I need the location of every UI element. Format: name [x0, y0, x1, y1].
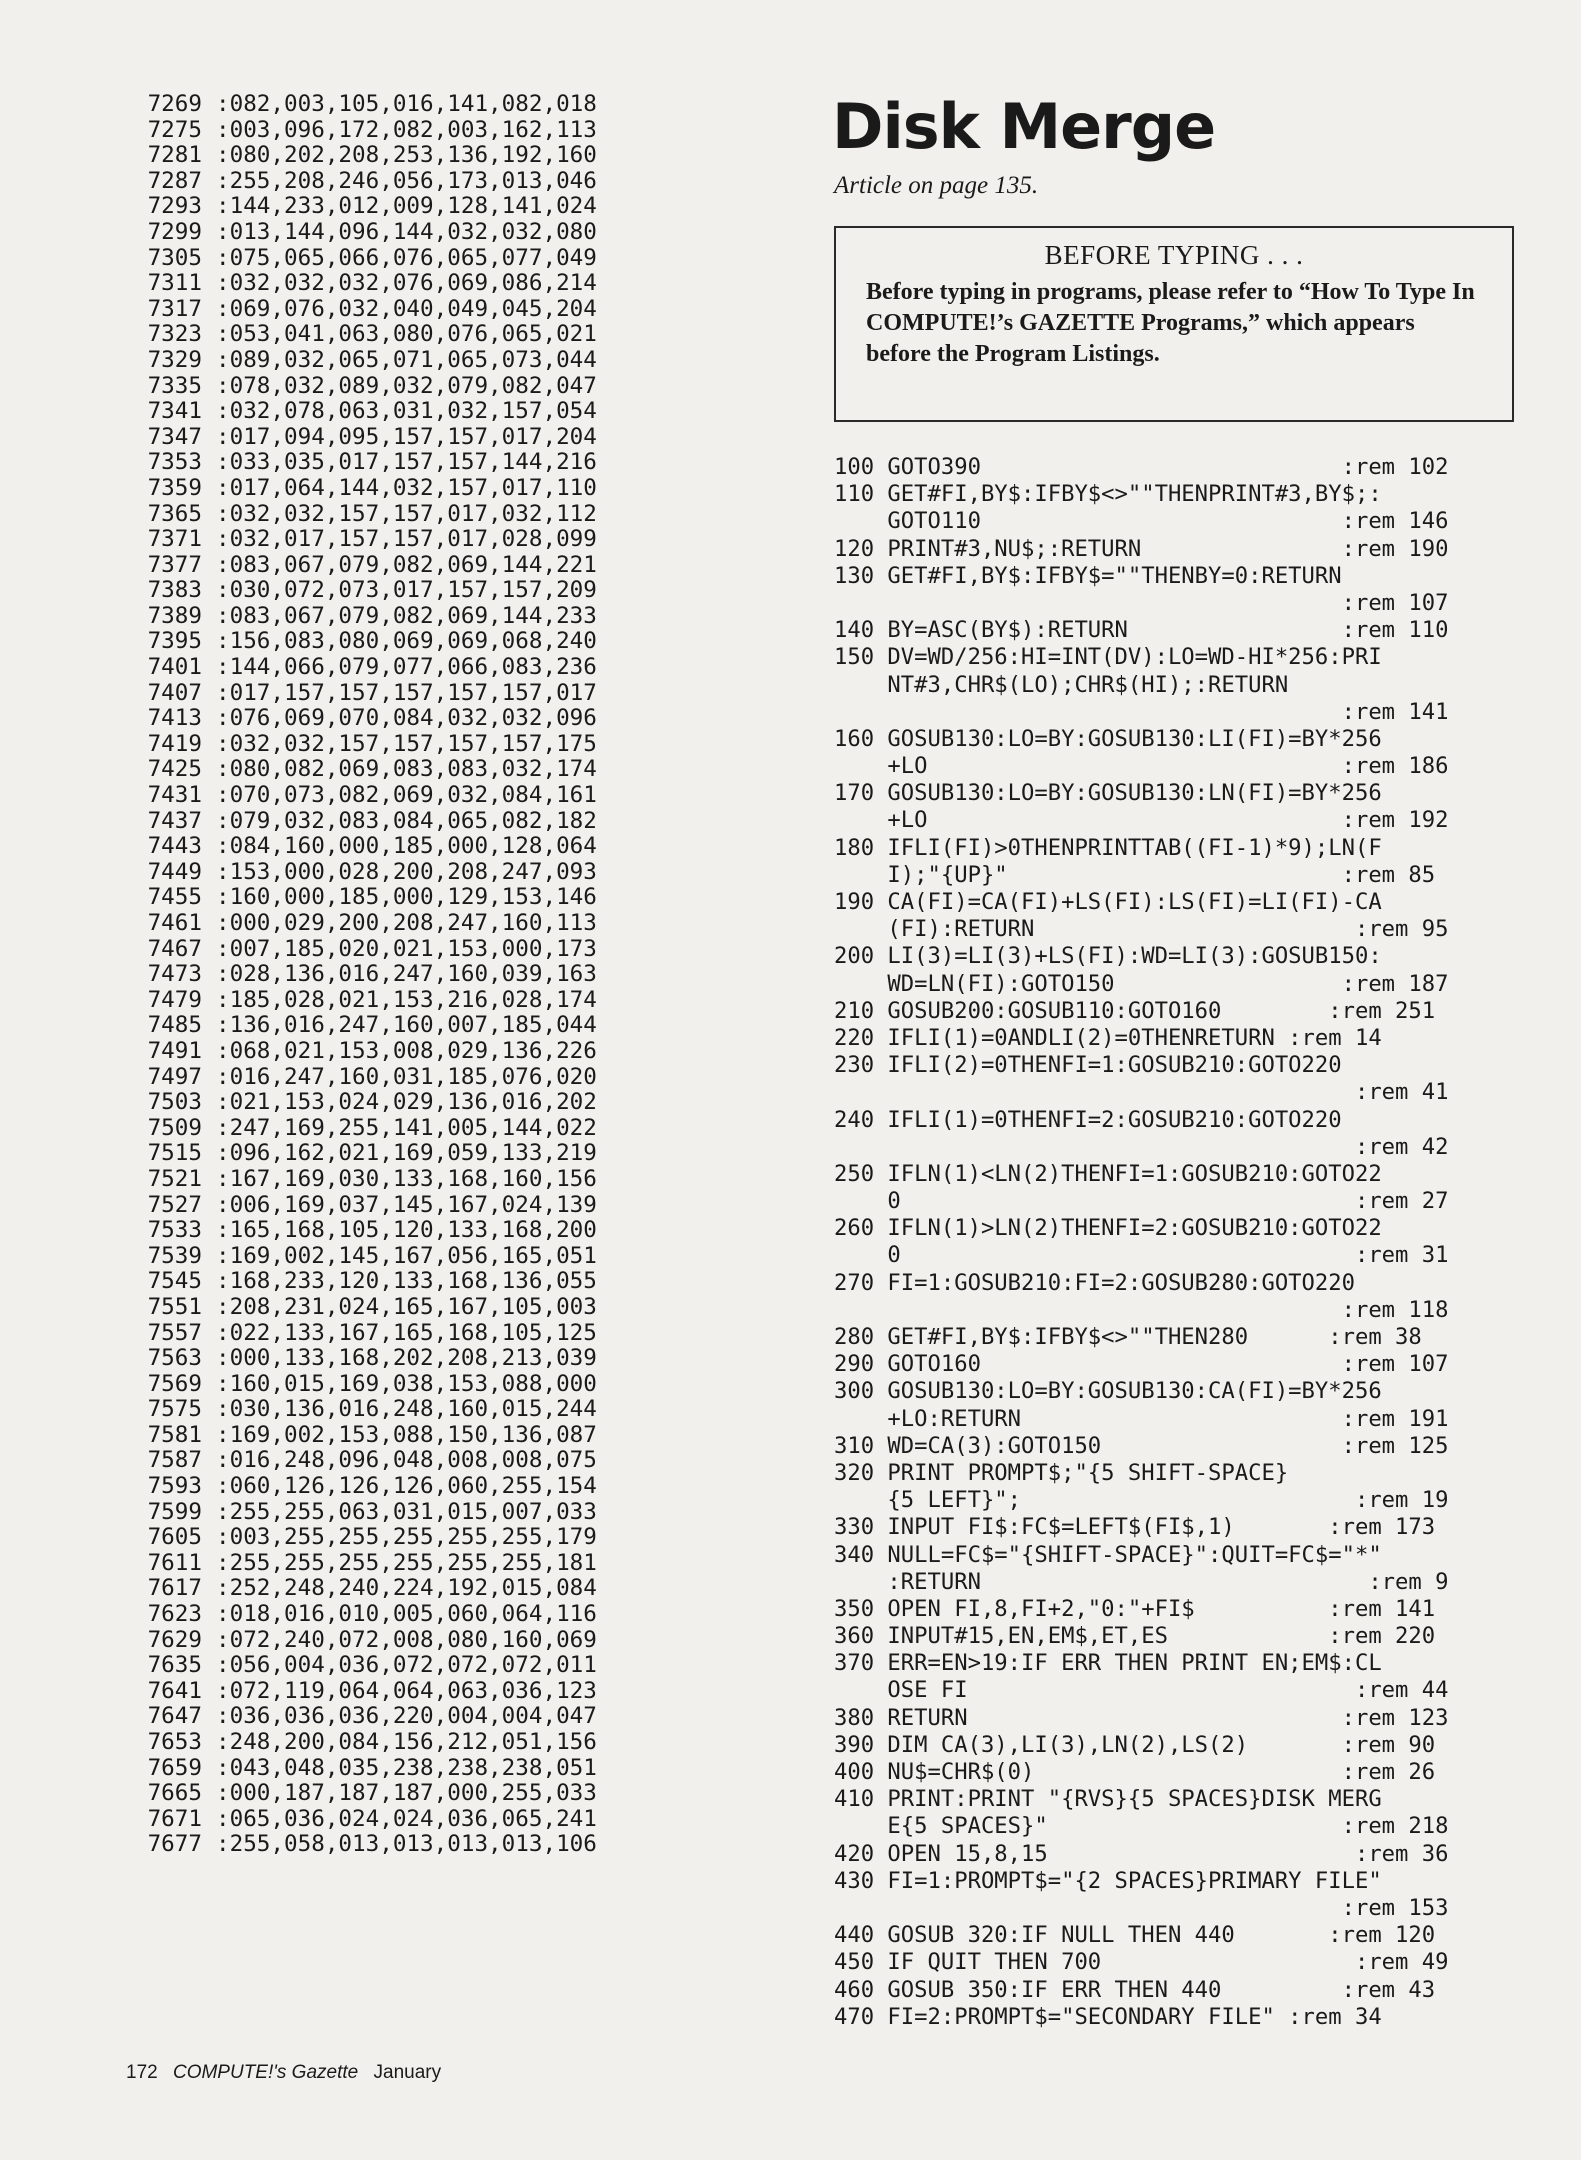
- program-line: 0 :rem 27: [834, 1188, 1449, 1215]
- line-number: 7569: [147, 1370, 202, 1397]
- line-values: :003,096,172,082,003,162,113: [216, 116, 597, 143]
- line-number: 7335: [147, 372, 202, 399]
- line-number: 7611: [147, 1549, 202, 1576]
- program-line: :rem 107: [834, 589, 1449, 616]
- line-values: :165,168,105,120,133,168,200: [216, 1217, 597, 1244]
- line-values: :056,004,036,072,072,072,011: [216, 1652, 597, 1679]
- line-values: :033,035,017,157,157,144,216: [216, 449, 597, 476]
- line-values: :016,248,096,048,008,008,075: [216, 1447, 597, 1474]
- line-values: :021,153,024,029,136,016,202: [216, 1089, 597, 1116]
- program-line: 180 IFLI(FI)>0THENPRINTTAB((FI-1)*9);LN(F: [834, 834, 1382, 861]
- line-values: :167,169,030,133,168,160,156: [216, 1165, 597, 1192]
- program-line: 190 CA(FI)=CA(FI)+LS(FI):LS(FI)=LI(FI)-CA: [834, 889, 1382, 915]
- line-number: 7581: [147, 1421, 202, 1448]
- line-values: :018,016,010,005,060,064,116: [216, 1601, 597, 1628]
- data-line: [126, 1576, 786, 1602]
- program-line: 270 FI=1:GOSUB210:FI=2:GOSUB280:GOTO220: [834, 1269, 1355, 1296]
- program-line: E{5 SPACES}" :rem 218: [834, 1813, 1449, 1840]
- program-line: 0 :rem 31: [834, 1242, 1449, 1269]
- program-line: 300 GOSUB130:LO=BY:GOSUB130:CA(FI)=BY*256: [834, 1378, 1382, 1405]
- line-number: 7665: [147, 1780, 202, 1807]
- program-line: :rem 118: [834, 1296, 1449, 1323]
- article-reference: Article on page 135.: [834, 172, 1039, 199]
- program-line: 240 IFLI(1)=0THENFI=2:GOSUB210:GOTO220: [834, 1106, 1342, 1133]
- line-values: :013,144,096,144,032,032,080: [216, 218, 597, 245]
- line-number: 7521: [147, 1165, 202, 1192]
- data-line: [126, 169, 786, 195]
- program-line: 470 FI=2:PROMPT$="SECONDARY FILE" :rem 34: [834, 2003, 1382, 2030]
- line-number: 7275: [147, 116, 202, 143]
- line-values: :083,067,079,082,069,144,233: [216, 602, 597, 629]
- line-number: 7641: [147, 1677, 202, 1704]
- program-line: +LO :rem 186: [834, 753, 1449, 780]
- data-line: [126, 1756, 786, 1782]
- before-typing-heading: BEFORE TYPING . . .: [1044, 240, 1304, 270]
- before-typing-text: Before typing in programs, please refer to “How To Type In COMPUTE!’s GAZETTE Programs,” which appears before the Program Listings.: [866, 279, 1475, 367]
- data-line: [126, 757, 786, 783]
- data-line: [126, 553, 786, 579]
- line-number: 7407: [147, 679, 202, 706]
- data-line: [126, 937, 786, 963]
- line-values: :247,169,255,141,005,144,022: [216, 1114, 597, 1141]
- program-line: 440 GOSUB 320:IF NULL THEN 440 :rem 120: [834, 1922, 1436, 1949]
- line-number: 7653: [147, 1729, 202, 1755]
- program-line: 330 INPUT FI$:FC$=LEFT$(FI$,1) :rem 173: [834, 1514, 1436, 1541]
- data-line: [126, 1423, 786, 1449]
- data-line: [126, 1474, 786, 1500]
- data-line: [126, 834, 786, 860]
- program-line: 130 GET#FI,BY$:IFBY$=""THENBY=0:RETURN: [834, 562, 1342, 589]
- line-number: 7431: [147, 782, 202, 809]
- program-line: I);"{UP}" :rem 85: [834, 861, 1436, 888]
- data-line: [126, 297, 786, 323]
- data-line: [126, 1116, 786, 1142]
- line-number: 7671: [147, 1805, 202, 1832]
- line-number: 7383: [147, 577, 202, 604]
- program-line: +LO :rem 192: [834, 807, 1449, 834]
- data-line: [126, 578, 786, 604]
- line-values: :160,000,185,000,129,153,146: [216, 884, 597, 911]
- program-line: 380 RETURN :rem 123: [834, 1704, 1449, 1731]
- line-values: :016,247,160,031,185,076,020: [216, 1063, 597, 1090]
- program-line: 210 GOSUB200:GOSUB110:GOTO160 :rem 251: [834, 997, 1436, 1024]
- issue-month: January: [373, 2062, 442, 2083]
- program-line: 140 BY=ASC(BY$):RETURN :rem 110: [834, 617, 1449, 644]
- line-values: :153,000,028,200,208,247,093: [216, 858, 597, 885]
- line-values: :032,078,063,031,032,157,054: [216, 398, 597, 425]
- line-values: :255,058,013,013,013,013,106: [216, 1831, 597, 1858]
- line-number: 7587: [147, 1447, 202, 1474]
- line-number: 7317: [147, 295, 202, 322]
- line-number: 7269: [147, 91, 202, 117]
- line-number: 7473: [147, 961, 202, 988]
- data-line: [126, 1602, 786, 1628]
- line-values: :136,016,247,160,007,185,044: [216, 1012, 597, 1039]
- data-line: [126, 911, 786, 937]
- data-line: [126, 118, 786, 144]
- line-values: :030,136,016,248,160,015,244: [216, 1396, 597, 1423]
- line-values: :168,233,120,133,168,136,055: [216, 1268, 597, 1295]
- program-line: 290 GOTO160 :rem 107: [834, 1351, 1449, 1378]
- line-values: :043,048,035,238,238,238,051: [216, 1754, 597, 1781]
- line-values: :032,032,157,157,157,157,175: [216, 730, 597, 757]
- data-line: [126, 425, 786, 451]
- line-number: 7329: [147, 346, 202, 373]
- line-number: 7503: [147, 1089, 202, 1116]
- program-line: :rem 141: [834, 698, 1449, 725]
- data-line: [126, 1679, 786, 1705]
- line-number: 7539: [147, 1242, 202, 1269]
- line-number: 7359: [147, 474, 202, 501]
- program-line: 200 LI(3)=LI(3)+LS(FI):WD=LI(3):GOSUB150:: [834, 943, 1382, 970]
- line-values: :255,255,063,031,015,007,033: [216, 1498, 597, 1525]
- line-values: :017,064,144,032,157,017,110: [216, 474, 597, 501]
- data-line: [126, 1167, 786, 1193]
- line-number: 7479: [147, 986, 202, 1013]
- data-line: [126, 604, 786, 630]
- line-number: 7515: [147, 1140, 202, 1167]
- data-line: [126, 1346, 786, 1372]
- line-number: 7401: [147, 654, 202, 681]
- line-values: :032,032,157,157,017,032,112: [216, 500, 597, 527]
- line-values: :022,133,167,165,168,105,125: [216, 1319, 597, 1346]
- data-line: [126, 860, 786, 886]
- line-values: :248,200,084,156,212,051,156: [216, 1729, 597, 1755]
- line-values: :169,002,153,088,150,136,087: [216, 1421, 597, 1448]
- line-values: :000,133,168,202,208,213,039: [216, 1345, 597, 1372]
- program-line: 320 PRINT PROMPT$;"{5 SHIFT-SPACE}: [834, 1459, 1289, 1486]
- program-line: 230 IFLI(2)=0THENFI=1:GOSUB210:GOTO220: [834, 1052, 1342, 1079]
- line-number: 7557: [147, 1319, 202, 1346]
- data-line: [126, 399, 786, 425]
- program-line: :rem 153: [834, 1894, 1449, 1921]
- data-line: [126, 1372, 786, 1398]
- data-line: [126, 1321, 786, 1347]
- program-line: 310 WD=CA(3):GOTO150 :rem 125: [834, 1432, 1449, 1459]
- line-values: :144,066,079,077,066,083,236: [216, 654, 597, 681]
- line-number: 7533: [147, 1217, 202, 1244]
- data-line: [126, 681, 786, 707]
- program-line: 260 IFLN(1)>LN(2)THENFI=2:GOSUB210:GOTO22: [834, 1215, 1382, 1242]
- data-line: [126, 962, 786, 988]
- data-line: [126, 1218, 786, 1244]
- program-line: 420 OPEN 15,8,15 :rem 36: [834, 1840, 1449, 1867]
- program-line: 460 GOSUB 350:IF ERR THEN 440 :rem 43: [834, 1976, 1436, 2003]
- line-values: :079,032,083,084,065,082,182: [216, 807, 597, 834]
- data-line: [126, 1628, 786, 1654]
- line-values: :017,157,157,157,157,157,017: [216, 679, 597, 706]
- line-values: :003,255,255,255,255,255,179: [216, 1524, 597, 1551]
- data-line: [126, 732, 786, 758]
- line-number: 7353: [147, 449, 202, 476]
- data-line: [126, 809, 786, 835]
- program-line: 390 DIM CA(3),LI(3),LN(2),LS(2) :rem 90: [834, 1731, 1436, 1758]
- line-number: 7563: [147, 1345, 202, 1372]
- data-line: [126, 1090, 786, 1116]
- program-line: :rem 42: [834, 1133, 1449, 1160]
- line-number: 7467: [147, 935, 202, 962]
- data-line: [126, 374, 786, 400]
- line-values: :252,248,240,224,192,015,084: [216, 1575, 597, 1602]
- data-line: [126, 1039, 786, 1065]
- line-values: :080,082,069,083,083,032,174: [216, 756, 597, 783]
- program-line: 350 OPEN FI,8,FI+2,"0:"+FI$ :rem 141: [834, 1595, 1436, 1622]
- line-number: 7485: [147, 1012, 202, 1039]
- line-number: 7677: [147, 1831, 202, 1858]
- line-number: 7437: [147, 807, 202, 834]
- line-number: 7341: [147, 398, 202, 425]
- line-number: 7377: [147, 551, 202, 578]
- program-listing-column: [834, 454, 1534, 2031]
- line-number: 7659: [147, 1754, 202, 1781]
- line-values: :070,073,082,069,032,084,161: [216, 782, 597, 809]
- program-line: OSE FI :rem 44: [834, 1677, 1449, 1704]
- line-values: :185,028,021,153,216,028,174: [216, 986, 597, 1013]
- line-number: 7497: [147, 1063, 202, 1090]
- data-line: [126, 1781, 786, 1807]
- before-typing-box: [834, 226, 1514, 422]
- program-line: 430 FI=1:PROMPT$="{2 SPACES}PRIMARY FILE": [834, 1867, 1382, 1894]
- program-line: :rem 41: [834, 1079, 1449, 1106]
- line-number: 7311: [147, 270, 202, 297]
- program-line: 340 NULL=FC$="{SHIFT-SPACE}":QUIT=FC$="*": [834, 1541, 1382, 1568]
- line-values: :006,169,037,145,167,024,139: [216, 1191, 597, 1218]
- program-line: 100 GOTO390 :rem 102: [834, 454, 1449, 480]
- line-values: :078,032,089,032,079,082,047: [216, 372, 597, 399]
- line-number: 7491: [147, 1037, 202, 1064]
- data-line: [126, 1141, 786, 1167]
- line-values: :060,126,126,126,060,255,154: [216, 1473, 597, 1500]
- program-line: 280 GET#FI,BY$:IFBY$<>""THEN280 :rem 38: [834, 1324, 1422, 1350]
- line-number: 7509: [147, 1114, 202, 1141]
- program-line: 160 GOSUB130:LO=BY:GOSUB130:LI(FI)=BY*256: [834, 725, 1382, 752]
- program-line: 170 GOSUB130:LO=BY:GOSUB130:LN(FI)=BY*256: [834, 780, 1382, 807]
- program-line: 410 PRINT:PRINT "{RVS}{5 SPACES}DISK MERG: [834, 1786, 1382, 1813]
- program-line: 400 NU$=CHR$(0) :rem 26: [834, 1759, 1436, 1785]
- line-values: :208,231,024,165,167,105,003: [216, 1293, 597, 1320]
- data-line: [126, 1397, 786, 1423]
- line-number: 7281: [147, 142, 202, 169]
- line-values: :068,021,153,008,029,136,226: [216, 1037, 597, 1064]
- line-values: :032,032,032,076,069,086,214: [216, 270, 597, 297]
- magazine-name: COMPUTE!'s Gazette: [172, 2062, 359, 2083]
- line-values: :000,029,200,208,247,160,113: [216, 910, 597, 936]
- line-values: :076,069,070,084,032,032,096: [216, 705, 597, 732]
- data-line: [126, 1295, 786, 1321]
- line-number: 7287: [147, 167, 202, 194]
- line-values: :083,067,079,082,069,144,221: [216, 551, 597, 578]
- data-line: [126, 92, 786, 118]
- line-number: 7389: [147, 602, 202, 629]
- line-values: :069,076,032,040,049,045,204: [216, 295, 597, 322]
- line-number: 7461: [147, 910, 202, 936]
- line-number: 7365: [147, 500, 202, 527]
- line-number: 7575: [147, 1396, 202, 1423]
- data-line: [126, 1448, 786, 1474]
- program-line: 370 ERR=EN>19:IF ERR THEN PRINT EN;EM$:CL: [834, 1650, 1382, 1677]
- page-footer: [126, 2062, 441, 2084]
- data-line: [126, 348, 786, 374]
- program-line: 450 IF QUIT THEN 700 :rem 49: [834, 1949, 1449, 1976]
- line-number: 7305: [147, 244, 202, 271]
- data-line: [126, 655, 786, 681]
- program-line: NT#3,CHR$(LO);CHR$(HI);:RETURN: [834, 671, 1289, 698]
- line-values: :144,233,012,009,128,141,024: [216, 193, 597, 220]
- line-number: 7371: [147, 526, 202, 553]
- line-values: :255,255,255,255,255,255,181: [216, 1549, 597, 1576]
- line-number: 7425: [147, 756, 202, 783]
- line-values: :089,032,065,071,065,073,044: [216, 346, 597, 373]
- line-number: 7455: [147, 884, 202, 911]
- line-values: :072,119,064,064,063,036,123: [216, 1677, 597, 1704]
- line-number: 7293: [147, 193, 202, 220]
- line-values: :156,083,080,069,069,068,240: [216, 628, 597, 655]
- line-values: :065,036,024,024,036,065,241: [216, 1805, 597, 1832]
- data-line: [126, 1269, 786, 1295]
- line-number: 7299: [147, 218, 202, 245]
- data-line: [126, 143, 786, 169]
- data-line: [126, 706, 786, 732]
- data-line: [126, 1013, 786, 1039]
- line-number: 7617: [147, 1575, 202, 1602]
- line-number: 7419: [147, 730, 202, 757]
- line-values: :084,160,000,185,000,128,064: [216, 833, 597, 860]
- data-line: [126, 1832, 786, 1858]
- line-values: :255,208,246,056,173,013,046: [216, 167, 597, 194]
- data-line: [126, 246, 786, 272]
- data-line: [126, 476, 786, 502]
- line-number: 7545: [147, 1268, 202, 1295]
- data-line: [126, 1244, 786, 1270]
- line-number: 7323: [147, 321, 202, 348]
- line-number: 7551: [147, 1293, 202, 1320]
- line-values: :072,240,072,008,080,160,069: [216, 1626, 597, 1653]
- line-number: 7443: [147, 833, 202, 860]
- line-values: :032,017,157,157,017,028,099: [216, 526, 597, 553]
- line-values: :007,185,020,021,153,000,173: [216, 935, 597, 962]
- line-values: :028,136,016,247,160,039,163: [216, 961, 597, 988]
- line-values: :017,094,095,157,157,017,204: [216, 423, 597, 450]
- line-number: 7623: [147, 1601, 202, 1628]
- page-number: 172: [126, 2062, 158, 2083]
- line-number: 7635: [147, 1652, 202, 1679]
- line-number: 7593: [147, 1473, 202, 1500]
- data-line: [126, 220, 786, 246]
- line-number: 7413: [147, 705, 202, 732]
- data-line: [126, 783, 786, 809]
- program-line: GOTO110 :rem 146: [834, 508, 1449, 535]
- line-number: 7647: [147, 1703, 202, 1730]
- line-values: :036,036,036,220,004,004,047: [216, 1703, 597, 1730]
- data-line: [126, 1807, 786, 1833]
- data-line: [126, 322, 786, 348]
- program-line: 220 IFLI(1)=0ANDLI(2)=0THENRETURN :rem 14: [834, 1024, 1382, 1051]
- line-values: :160,015,169,038,153,088,000: [216, 1370, 597, 1397]
- program-line: WD=LN(FI):GOTO150 :rem 187: [834, 970, 1449, 997]
- line-number: 7527: [147, 1191, 202, 1218]
- line-number: 7599: [147, 1498, 202, 1525]
- program-line: 110 GET#FI,BY$:IFBY$<>""THENPRINT#3,BY$;:: [834, 481, 1382, 508]
- line-number: 7449: [147, 858, 202, 885]
- data-line: [126, 1193, 786, 1219]
- program-line: {5 LEFT}"; :rem 19: [834, 1487, 1449, 1514]
- data-line: [126, 194, 786, 220]
- program-line: +LO:RETURN :rem 191: [834, 1405, 1449, 1432]
- line-values: :096,162,021,169,059,133,219: [216, 1140, 597, 1167]
- data-line: [126, 1653, 786, 1679]
- article-title: Disk Merge: [832, 90, 1216, 163]
- data-line: [126, 1551, 786, 1577]
- data-line: [126, 527, 786, 553]
- program-line: :RETURN :rem 9: [834, 1568, 1449, 1595]
- data-line: [126, 502, 786, 528]
- line-values: :030,072,073,017,157,157,209: [216, 577, 597, 604]
- line-values: :082,003,105,016,141,082,018: [216, 91, 597, 117]
- line-number: 7605: [147, 1524, 202, 1551]
- line-values: :075,065,066,076,065,077,049: [216, 244, 597, 271]
- program-line: (FI):RETURN :rem 95: [834, 916, 1449, 943]
- data-line: [126, 1500, 786, 1526]
- data-line: [126, 450, 786, 476]
- line-number: 7347: [147, 423, 202, 450]
- data-line: [126, 885, 786, 911]
- line-number: 7395: [147, 628, 202, 655]
- line-number: 7629: [147, 1626, 202, 1653]
- line-values: :169,002,145,167,056,165,051: [216, 1242, 597, 1269]
- program-line: 150 DV=WD/256:HI=INT(DV):LO=WD-HI*256:PRI: [834, 644, 1382, 671]
- data-listing-column: [126, 92, 786, 1858]
- line-values: :080,202,208,253,136,192,160: [216, 142, 597, 169]
- data-line: [126, 1525, 786, 1551]
- data-line: [126, 1704, 786, 1730]
- program-line: 360 INPUT#15,EN,EM$,ET,ES :rem 220: [834, 1623, 1436, 1650]
- line-values: :053,041,063,080,076,065,021: [216, 321, 597, 348]
- data-line: [126, 988, 786, 1014]
- data-line: [126, 629, 786, 655]
- program-line: 120 PRINT#3,NU$;:RETURN :rem 190: [834, 535, 1449, 562]
- program-line: 250 IFLN(1)<LN(2)THENFI=1:GOSUB210:GOTO22: [834, 1160, 1382, 1187]
- line-values: :000,187,187,187,000,255,033: [216, 1780, 597, 1807]
- data-line: [126, 1065, 786, 1091]
- data-line: [126, 1730, 786, 1756]
- data-line: [126, 271, 786, 297]
